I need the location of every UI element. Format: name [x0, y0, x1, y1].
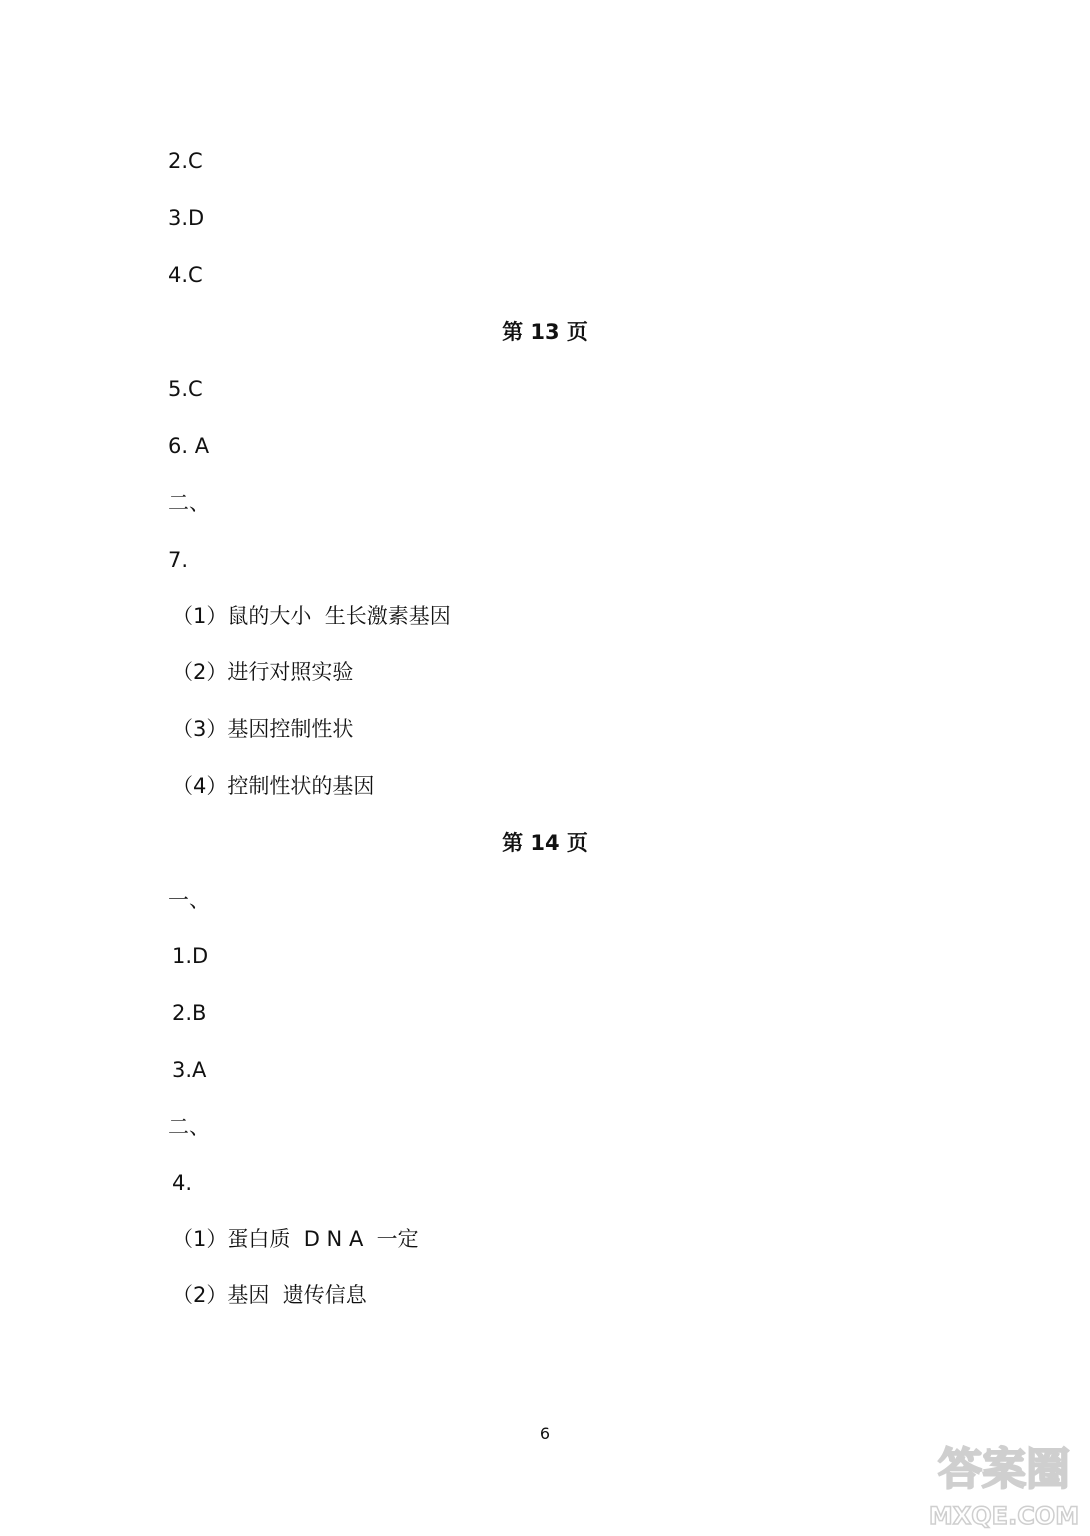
section-heading: 第 13 页	[502, 320, 588, 344]
answer-line: 2.B	[172, 1001, 207, 1025]
answer-line: 3.A	[172, 1058, 207, 1082]
page-number: 6	[539, 1424, 551, 1443]
part-label: 二、	[168, 1115, 210, 1139]
sub-answer-line: （3）基因控制性状	[172, 717, 354, 741]
part-label: 二、	[168, 491, 210, 515]
question-number: 7.	[168, 548, 189, 572]
sub-answer-line: （1）蛋白质 D N A 一定	[172, 1227, 419, 1251]
answer-line: 3.D	[168, 206, 205, 230]
watermark-logo	[924, 1432, 1084, 1532]
watermark-logo-text: 答案圈	[938, 1444, 1070, 1495]
sub-answer-line: （2）进行对照实验	[172, 660, 354, 684]
answer-line: 1.D	[172, 944, 209, 968]
sub-answer-line: （1）鼠的大小 生长激素基因	[172, 604, 451, 628]
watermark-domain-text: MXQE.COM	[928, 1502, 1080, 1530]
answer-line: 6. A	[168, 434, 210, 458]
answer-line: 5.C	[168, 377, 203, 401]
answer-line: 4.C	[168, 263, 203, 287]
part-label: 一、	[168, 888, 210, 912]
section-heading: 第 14 页	[502, 831, 588, 855]
question-number: 4.	[172, 1171, 193, 1195]
answer-line: 2.C	[168, 149, 203, 173]
sub-answer-line: （4）控制性状的基因	[172, 774, 375, 798]
sub-answer-line: （2）基因 遗传信息	[172, 1283, 367, 1307]
